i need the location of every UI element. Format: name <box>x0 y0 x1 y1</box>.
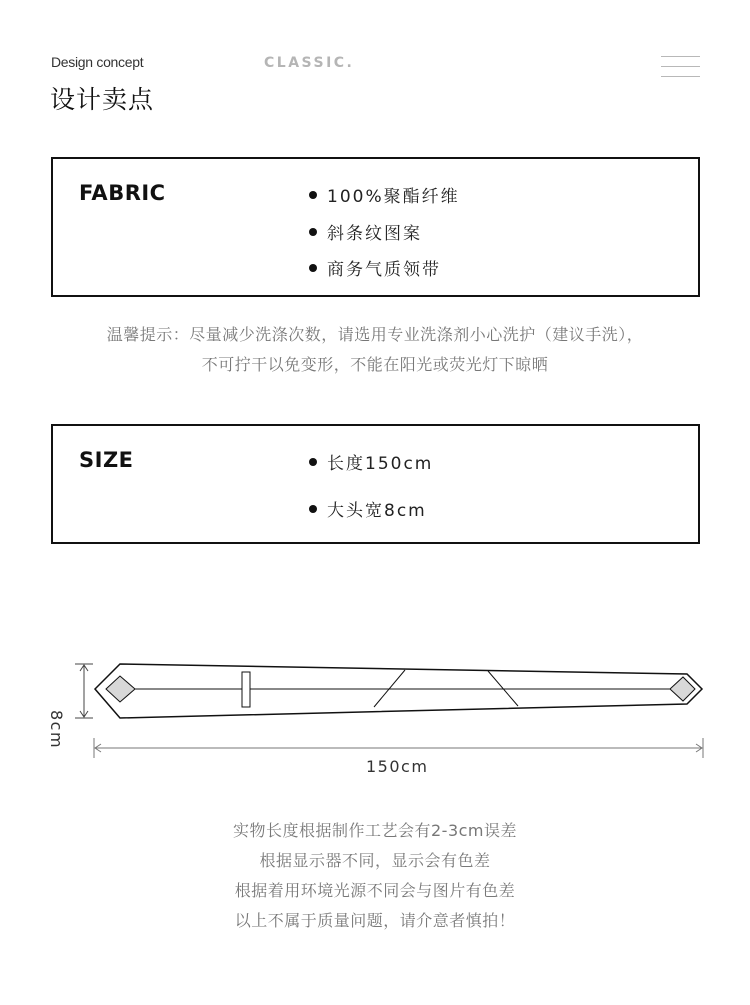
fabric-title: FABRIC <box>79 181 166 205</box>
size-item <box>309 449 433 474</box>
fabric-box <box>51 157 700 297</box>
care-notice-line: 温馨提示：尽量减少洗涤次数，请选用专业洗涤剂小心洗护（建议手洗）， <box>106 325 644 344</box>
page-title: 设计卖点 <box>50 85 155 114</box>
tie-keeper <box>242 672 250 707</box>
menu-icon[interactable] <box>661 56 700 78</box>
fabric-item <box>309 182 460 207</box>
width-dimension <box>75 664 93 718</box>
size-item <box>309 496 427 521</box>
size-item-text: 长度150cm <box>327 454 434 474</box>
length-label: 150cm <box>366 757 429 776</box>
disclaimer-line: 以上不属于质量问题，请介意者慎拍！ <box>234 911 516 930</box>
size-box <box>51 424 700 544</box>
size-title: SIZE <box>79 448 134 472</box>
fabric-item-text: 商务气质领带 <box>327 260 441 280</box>
size-item-text: 大头宽8cm <box>327 501 427 521</box>
design-concept-label: Design concept <box>51 54 144 70</box>
brand-label: CLASSIC. <box>264 55 355 71</box>
disclaimer-line: 实物长度根据制作工艺会有2-3cm误差 <box>232 821 518 840</box>
disclaimer-line: 根据显示器不同，显示会有色差 <box>259 851 491 870</box>
bullet-icon <box>309 505 317 513</box>
tie-outline <box>95 664 702 718</box>
bullet-icon <box>309 458 317 466</box>
bullet-icon <box>309 264 317 272</box>
care-notice <box>0 320 750 380</box>
disclaimer-line: 根据着用环境光源不同会与图片有色差 <box>234 881 516 900</box>
fabric-item <box>309 219 422 244</box>
fabric-item-text: 100%聚酯纤维 <box>327 187 460 207</box>
fabric-item <box>309 255 441 280</box>
width-label: 8cm <box>47 710 66 750</box>
length-dimension <box>94 738 703 758</box>
bullet-icon <box>309 228 317 236</box>
disclaimer <box>0 816 750 936</box>
fabric-item-text: 斜条纹图案 <box>327 224 422 244</box>
bullet-icon <box>309 191 317 199</box>
care-notice-line: 不可拧干以免变形，不能在阳光或荧光灯下晾晒 <box>201 355 549 374</box>
